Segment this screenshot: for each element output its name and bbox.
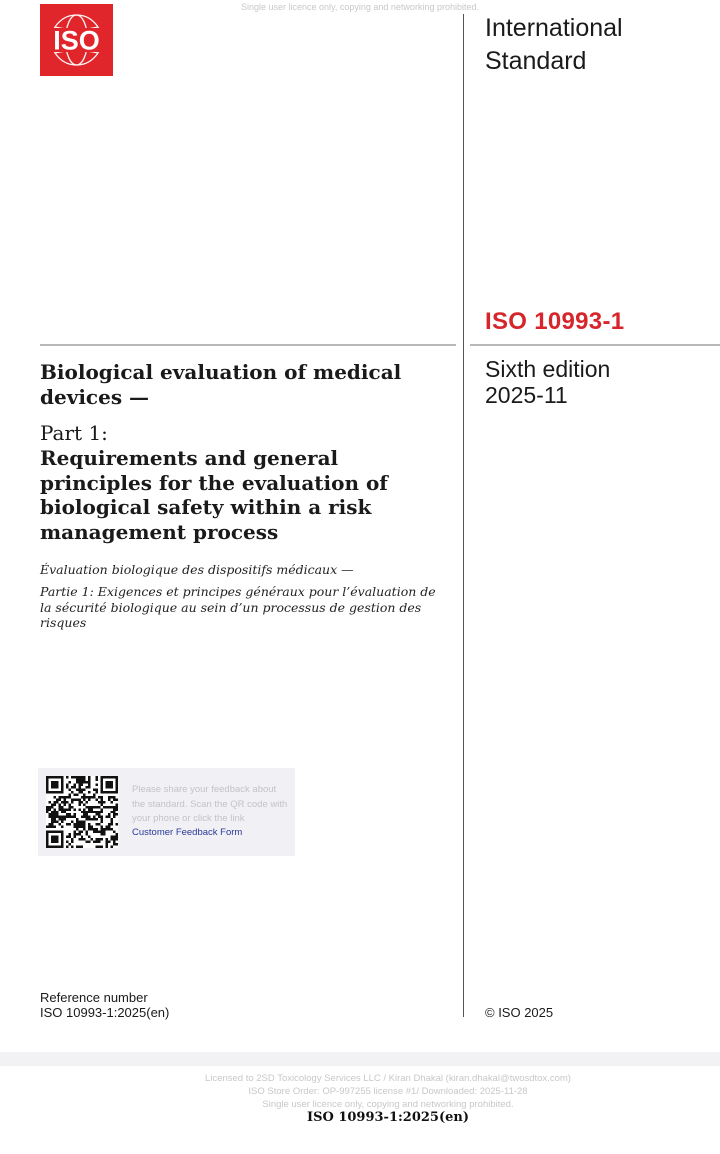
iso-logo	[40, 4, 113, 76]
document-number: ISO 10993-1	[485, 308, 625, 335]
feedback-panel	[38, 768, 295, 856]
french-title: Évaluation biologique des dispositifs médicaux —	[40, 562, 354, 577]
horizontal-rule-right	[470, 344, 720, 346]
french-part-title: Partie 1: Exigences et principes généraux pour l’évaluation de la sécurité biologique au sein d’un processus de gestion des risques	[40, 584, 436, 630]
licence-line-order: ISO Store Order: OP-997255 license #1/ Downloaded: 2025-11-28	[248, 1086, 528, 1097]
qr-code-icon[interactable]	[46, 776, 118, 848]
licence-line-licensee: Licensed to 2SD Toxicology Services LLC / Kiran Dhakal (kiran.dhakal@twosdtox.com)	[205, 1073, 571, 1084]
licence-watermark: Single user licence only, copying and networking prohibited.	[241, 2, 479, 12]
part-title: Requirements and general principles for the evaluation of biological safety within a risk management process	[40, 446, 388, 544]
feedback-text: Please share your feedback about the standard. Scan the QR code with your phone or click the link	[132, 784, 288, 824]
edition-date: 2025-11	[485, 382, 568, 408]
edition-label: Sixth edition	[485, 356, 611, 382]
copyright-notice: © ISO 2025	[485, 1005, 554, 1020]
column-divider	[463, 14, 464, 1017]
reference-number: ISO 10993-1:2025(en)	[40, 1005, 170, 1020]
iso-logo-text: ISO	[53, 25, 100, 56]
document-title: Biological evaluation of medical devices —	[40, 360, 402, 409]
footer-document-number: ISO 10993-1:2025(en)	[307, 1110, 469, 1125]
part-label: Part 1:	[40, 421, 108, 445]
reference-label: Reference number	[40, 990, 148, 1005]
edition-info	[485, 356, 610, 408]
licence-line-restriction: Single user licence only, copying and networking prohibited.	[262, 1099, 514, 1110]
licence-info	[0, 1072, 720, 1111]
iso-globe-icon	[40, 4, 113, 76]
horizontal-rule-left	[40, 344, 456, 346]
customer-feedback-link[interactable]: Customer Feedback Form	[132, 827, 243, 838]
document-type: International Standard	[485, 14, 623, 75]
